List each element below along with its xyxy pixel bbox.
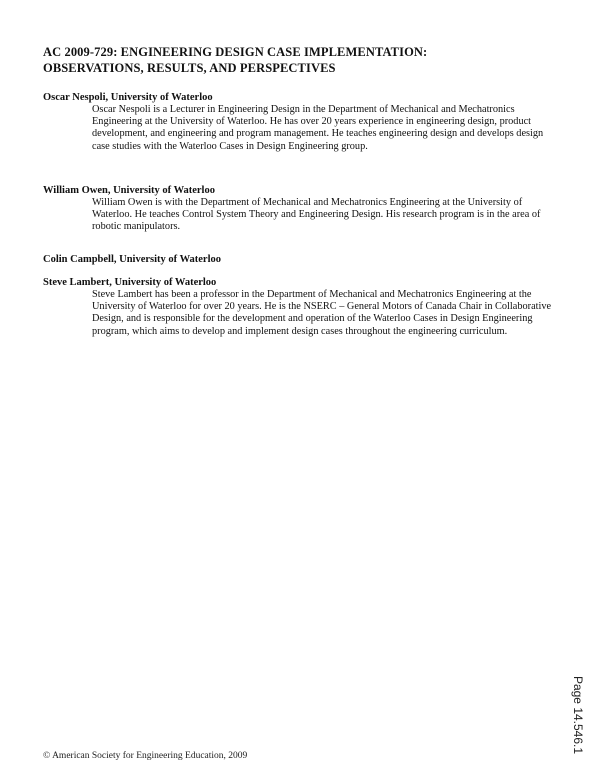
author-name: Steve Lambert, University of Waterloo — [43, 277, 217, 288]
paper-title-line-2: OBSERVATIONS, RESULTS, AND PERSPECTIVES — [43, 61, 336, 75]
author-name: Oscar Nespoli, University of Waterloo — [43, 92, 213, 103]
paper-title — [43, 44, 563, 76]
author-block — [43, 91, 563, 153]
author-bio: Steve Lambert has been a professor in the Department of Mechanical and Mechatronics Engineering at the University of Waterloo for over 20 years. He is the NSERC – General Motors of Canada Chair in Collaborative Design, and is responsible for the development and operation of the Waterloo Cases in Design Engineering program, which aims to develop and implement design cases throughout the engineering curriculum. — [92, 289, 552, 337]
author-name: William Owen, University of Waterloo — [43, 185, 215, 196]
author-block — [43, 276, 563, 338]
author-block — [43, 184, 563, 234]
copyright-notice: © American Society for Engineering Education, 2009 — [43, 751, 248, 761]
author-bio: Oscar Nespoli is a Lecturer in Engineering Design in the Department of Mechanical and Mechatronics Engineering at the University of Waterloo. He has over 20 years experience in engineering design, product development, and engineering and program management. He teaches engineering design and develops design case studies with the Waterloo Cases in Design Engineering group. — [92, 104, 544, 152]
author-bio: William Owen is with the Department of Mechanical and Mechatronics Engineering at the University of Waterloo. He teaches Control System Theory and Engineering Design. His research program is in the area of robotic manipulators. — [92, 197, 541, 233]
paper-title-line-1: AC 2009-729: ENGINEERING DESIGN CASE IMPLEMENTATION: — [43, 45, 428, 59]
author-name: Colin Campbell, University of Waterloo — [43, 254, 222, 265]
page-number: Page 14.546.1 — [571, 675, 585, 755]
author-block — [43, 253, 563, 266]
